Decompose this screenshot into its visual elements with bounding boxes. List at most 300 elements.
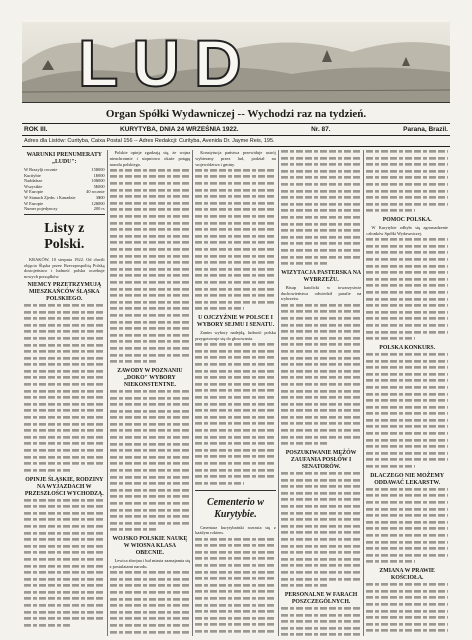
text-line [110,314,191,317]
text-line [281,422,362,425]
text-line [366,163,448,166]
text-line [24,545,105,548]
text-line [24,617,105,620]
price-label: W Brazylji rocznie [24,167,58,172]
text-line [366,439,448,442]
text-line [110,410,191,413]
state-name: Parana, Brazil. [403,126,448,133]
text-line [195,442,276,445]
text-line [281,176,362,179]
text-block [281,607,362,636]
text-line [366,623,448,626]
text-line [110,611,191,614]
article-paragraph: Lewica zbrojna i lud miasta zaznajamia się z postulatami narodu. [109,558,191,569]
text-line [366,284,448,287]
article-body [366,225,448,237]
text-line [366,412,448,415]
text-line [195,307,243,310]
text-line [110,604,191,607]
text-line [281,317,362,320]
text-line [366,603,448,606]
text-line [366,379,448,382]
text-line [281,170,362,173]
text-line [24,344,105,347]
text-line [195,403,276,406]
text-line [366,176,448,179]
text-line [195,175,276,178]
text-line [366,560,415,563]
divider [195,490,276,491]
text-line [110,294,191,297]
text-line [110,617,191,620]
text-line [24,350,105,353]
text-line [195,422,276,425]
text-line [281,403,362,406]
text-line [195,255,276,258]
text-line [366,337,415,340]
text-line [366,366,448,369]
text-line [110,390,191,393]
text-line [366,494,448,497]
article-body [195,330,276,342]
text-line [195,343,276,346]
text-line [24,578,105,581]
column-1 [22,150,108,636]
text-line [110,509,191,512]
text-line [281,627,362,630]
text-line [24,597,105,600]
text-line [110,235,191,238]
article-subheading: WIZYTACJA PASTERSKA NA WYBRZEŻU. [281,269,362,283]
text-line [366,190,448,193]
text-line [195,604,276,607]
article-paragraph: Konstytucja państwa przewiduje ustrój wybierany przez lud, podział na województwa i gminy. [195,150,276,167]
text-line [24,304,105,307]
text-line [110,423,191,426]
text-line [281,242,362,245]
text-line [110,631,191,634]
text-line [24,584,105,587]
text-line [110,195,191,198]
text-line [195,482,243,485]
text-line [195,182,276,185]
text-line [110,268,191,271]
text-line [24,376,105,379]
article-paragraph: Polskie opinje zgadzają się, że wojna nieuchronnie i stopniowo okaże potęgę narodu polskiego. [109,150,191,167]
text-line [195,538,276,541]
text-line [366,514,448,517]
text-line [366,317,448,320]
text-line [195,294,276,297]
text-line [281,383,362,386]
text-line [24,518,105,521]
text-line [195,356,276,359]
text-line [366,353,448,356]
text-line [281,512,362,515]
article-paragraph: W Kurytybie odbyło się zgromadzenie członków Spółki Wydawniczej. [366,225,448,236]
price-value: 5$000 [93,183,105,189]
text-line [110,495,191,498]
text-line [281,518,362,521]
text-line [366,616,448,619]
text-line [24,363,105,366]
text-line [110,327,191,330]
text-line [281,472,362,475]
text-line [195,215,276,218]
text-line [24,396,105,399]
text-line [195,248,276,251]
text-line [110,598,191,601]
newspaper-subtitle: Organ Spółki Wydawniczej -- Wychodzi raz na tydzień. [105,108,367,120]
text-line [281,376,362,379]
text-line [281,545,362,548]
text-line [366,245,448,248]
text-line [281,564,362,567]
text-line [24,390,105,393]
column-4 [279,150,365,636]
text-line [281,584,329,587]
price-label: W Europie [24,200,44,206]
subscription-price-table [24,167,105,212]
text-line [110,522,191,525]
text-line [110,403,191,406]
text-line [195,350,276,353]
text-line [24,538,105,541]
text-line [195,376,276,379]
text-line [195,235,276,238]
text-line [366,298,448,301]
text-line [366,547,448,550]
price-label: W Stanach Zjedn. i Kanadzie [24,194,76,200]
text-line [281,558,362,561]
price-label: W Europie [24,189,44,195]
price-value: 15$000 [91,167,105,172]
text-line [110,528,158,531]
text-line [281,492,362,495]
text-line [366,399,448,402]
text-line [110,321,191,324]
text-line [366,311,448,314]
article-paragraph: KRAKÓW, 10 sierpnia 1922. Od chwili objęcia Śląska przez Rzeczpospolitą Polską dostojeństwo i ludność polska oczekuje nowych porządków. [24,256,105,280]
text-line [366,452,448,455]
text-line [195,429,276,432]
text-line [281,442,329,445]
text-line [281,157,362,160]
text-line [281,190,362,193]
column-3 [193,150,279,636]
text-line [195,261,276,264]
text-line [24,456,105,459]
text-line [281,607,362,610]
text-line [366,291,448,294]
text-line [281,614,362,617]
text-line [366,610,448,613]
text-line [366,278,448,281]
text-line [195,577,276,580]
article-subheading: ZAWODY W POZNANIU „DOKO" WYBORY NIEKONSTENTNE. [117,367,183,388]
text-block [110,390,191,534]
text-line [24,370,105,373]
text-line [366,432,448,435]
text-line [110,354,191,357]
text-line [195,436,276,439]
text-line [195,370,276,373]
text-line [281,396,362,399]
masthead [22,22,450,103]
text-line [24,317,105,320]
text-line [110,307,191,310]
text-line [24,449,105,452]
text-line [110,228,191,231]
text-line [366,508,448,511]
text-block [366,150,448,215]
article-subheading: U OJCZYŹNIE W POLSCE I WYBORY SEJMU I SENATU. [196,315,275,329]
article-heading: Listy z Polski. [44,220,85,252]
text-line [366,373,448,376]
text-line [366,419,448,422]
text-line [366,501,448,504]
text-line [281,363,362,366]
text-line [195,617,276,620]
article-paragraph: Cmentarz kurytybański rozrasta się z każdym rokiem. [195,524,276,536]
article-body [110,558,191,570]
text-line [281,390,362,393]
text-line [24,532,105,535]
text-line [195,564,276,567]
text-line [24,624,72,627]
text-line [110,416,191,419]
article-paragraph: Bisup katolicki w towarzystwie duchowieństwa odwiedził parafie na wybrzeżu. [280,284,362,302]
text-line [366,150,448,153]
price-value: 200 rs [93,206,105,212]
text-block [110,169,191,366]
text-line [195,623,276,626]
text-line [281,256,362,259]
text-line [110,571,191,574]
text-line [281,150,362,153]
text-line [281,223,362,226]
price-row [24,206,105,212]
text-line [110,397,191,400]
text-line [110,624,191,627]
text-line [366,590,448,593]
text-line [281,485,362,488]
price-label: Kuritybie [24,172,41,178]
text-line [24,436,105,439]
text-line [281,578,362,581]
text-line [195,557,276,560]
text-block [24,304,105,475]
text-line [281,262,329,265]
article-subheading: POLSKA KONKURS. [379,344,436,351]
article-paragraph: Zanim wybory nadejdą, ludność polska przygotowuje się do głosowania. [195,330,276,341]
text-line [281,531,362,534]
text-line [195,449,276,452]
text-line [195,469,276,472]
text-line [110,255,191,258]
text-line [366,170,448,173]
text-block [195,343,276,487]
text-line [281,357,362,360]
text-line [366,209,415,212]
text-line [110,169,191,172]
article-subheading: OPINJE ŚLĄSKIE, RODZINY NA WYJAZDACH W PRZESZŁOŚCI WYCHODZĄ. [24,476,104,497]
text-line [195,222,276,225]
text-line [110,175,191,178]
text-line [195,228,276,231]
text-line [24,383,105,386]
text-line [195,590,276,593]
text-line [366,265,448,268]
text-line [281,229,362,232]
volume-number: ROK III. [24,126,48,133]
text-line [366,258,448,261]
text-line [110,476,191,479]
text-line [281,620,362,623]
text-line [281,571,362,574]
text-line [195,597,276,600]
text-line [281,249,362,252]
text-line [110,578,191,581]
text-line [24,311,105,314]
text-line [110,241,191,244]
text-line [366,465,415,468]
text-line [281,330,362,333]
text-line [24,525,105,528]
text-line [195,455,276,458]
text-line [366,596,448,599]
text-line [195,202,276,205]
text-line [24,423,105,426]
text-line [281,429,362,432]
text-line [366,183,448,186]
text-line [281,551,362,554]
text-line [110,274,191,277]
column-2 [108,150,194,636]
text-line [195,208,276,211]
text-line [195,571,276,574]
text-line [195,195,276,198]
text-line [366,541,448,544]
text-line [24,357,105,360]
text-line [24,591,105,594]
text-line [366,360,448,363]
text-line [195,268,276,271]
text-line [195,416,276,419]
text-line [110,248,191,251]
text-block [366,353,448,471]
text-block [281,304,362,448]
price-label: Naddalsze [24,178,43,184]
article-subheading: POMOC POLSKA. [382,217,432,224]
text-line [110,502,191,505]
article-body [195,150,276,167]
text-line [24,330,105,333]
text-line [110,182,191,185]
text-line [366,527,448,530]
price-value: 40 rocznie [86,189,105,195]
article-subheading: WOJSKO POLSKIE NAUKĘ W WIOSNA KLASA OBECNIE. [112,536,188,557]
text-line [110,215,191,218]
text-line [195,544,276,547]
text-line [110,189,191,192]
text-line [110,429,191,432]
text-line [110,456,191,459]
text-line [24,462,105,465]
text-line [281,310,362,313]
text-line [195,462,276,465]
text-line [195,630,276,633]
text-line [281,196,362,199]
text-line [195,610,276,613]
text-line [110,591,191,594]
text-line [195,475,276,478]
text-line [24,565,105,568]
price-value: 3$00 [95,194,105,200]
text-block [281,472,362,590]
text-line [281,324,362,327]
text-line [110,208,191,211]
newspaper-logo: LUD [78,26,256,100]
text-line [24,409,105,412]
text-line [195,288,276,291]
text-block [195,169,276,313]
text-line [366,534,448,537]
text-line [24,324,105,327]
text-line [281,163,362,166]
text-block [366,238,448,343]
text-line [281,216,362,219]
text-line [24,512,105,515]
text-line [110,462,191,465]
text-line [281,409,362,412]
text-line [366,488,448,491]
text-line [195,383,276,386]
text-line [110,360,158,363]
text-line [24,558,105,561]
text-line [110,482,191,485]
text-line [110,301,191,304]
text-line [281,304,362,307]
text-block [281,150,362,268]
text-line [110,202,191,205]
text-line [195,169,276,172]
place-and-date: KURYTYBA, DNIA 24 WRZEŚNIA 1922. [120,126,239,133]
price-label: Wszystkie [24,183,43,189]
article-columns [22,150,450,636]
text-line [195,409,276,412]
article-subheading: POSZUKIWANIE MĘŻÓW ZAUFANIA POSŁÓW I SENATORÓW. [285,450,357,471]
column-5 [364,150,450,636]
text-line [281,436,362,439]
text-line [110,347,191,350]
text-line [24,551,105,554]
text-line [366,304,448,307]
text-line [24,604,105,607]
text-line [366,425,448,428]
text-line [195,389,276,392]
text-line [281,416,362,419]
text-line [366,445,448,448]
text-line [281,209,362,212]
box-article-heading: Cementerio w Kurytybie. [207,496,264,520]
article-body [24,257,105,280]
issue-number: Nr. 87. [311,126,331,133]
article-body [281,285,362,302]
text-line [110,436,191,439]
divider [24,214,105,215]
text-line [366,251,448,254]
